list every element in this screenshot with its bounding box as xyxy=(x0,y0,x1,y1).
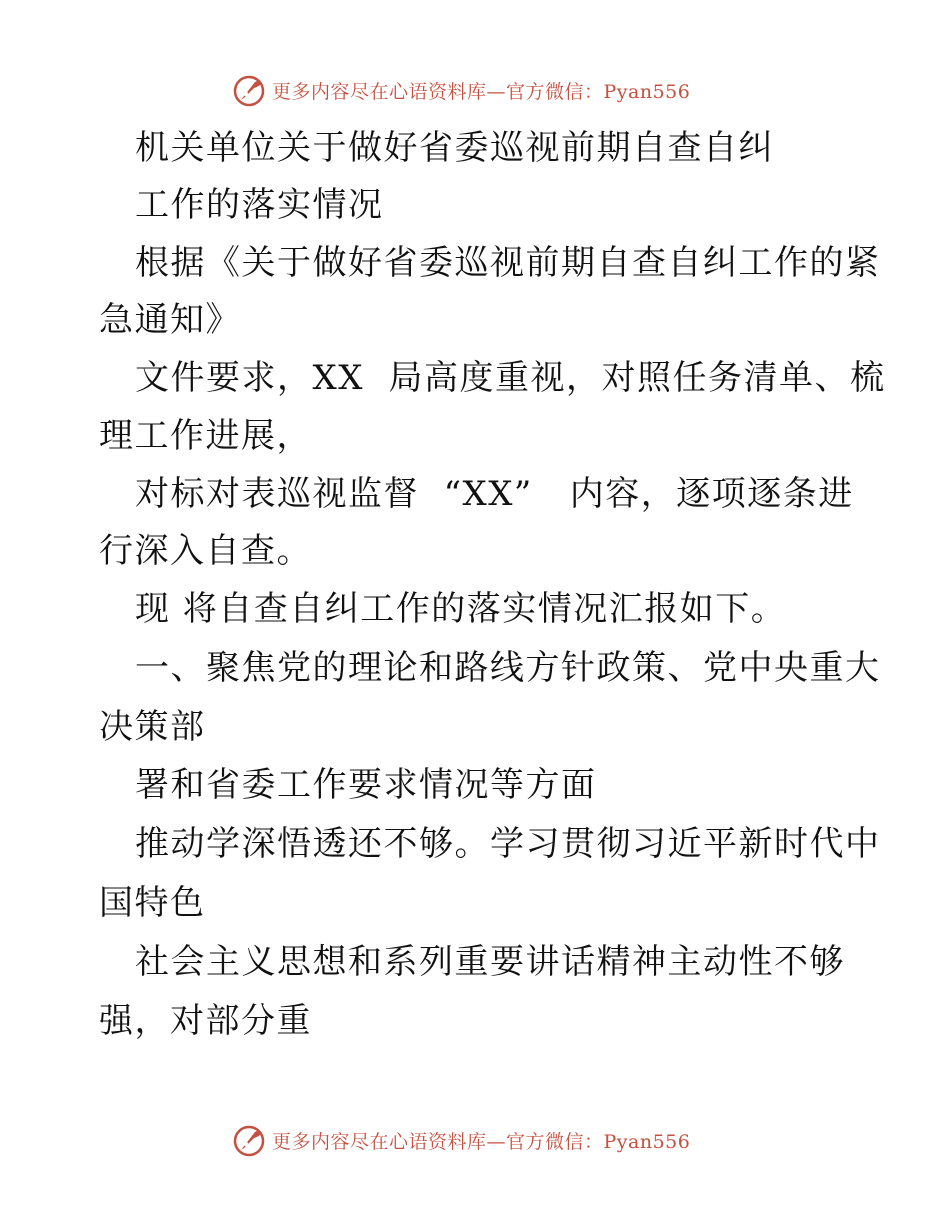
title-line-2: 工作的落实情况 xyxy=(135,185,384,225)
paragraph-line: 文件要求，XX 局高度重视，对照任务清单、梳 xyxy=(135,358,886,398)
paragraph-line: 社会主义思想和系列重要讲话精神主动性不够 xyxy=(135,942,845,982)
paragraph-line: 根据《关于做好省委巡视前期自查自纠工作的紧 xyxy=(135,243,881,283)
quill-logo-icon xyxy=(232,73,266,107)
paragraph-line: 现 将自查自纠工作的落实情况汇报如下。 xyxy=(135,589,787,629)
paragraph-line: 推动学深悟透还不够。学习贯彻习近平新时代中 xyxy=(135,824,881,864)
paragraph-line: 急通知》 xyxy=(99,300,241,340)
paragraph-line: 国特色 xyxy=(99,883,206,923)
paragraph-line: 强，对部分重 xyxy=(99,1001,312,1041)
title-line-1: 机关单位关于做好省委巡视前期自查自纠 xyxy=(135,128,774,168)
footer-watermark-banner xyxy=(232,1120,690,1160)
section-heading-line: 署和省委工作要求情况等方面 xyxy=(135,765,597,805)
footer-watermark-text: 更多内容尽在心语资料库—官方微信：Pyan556 xyxy=(272,1130,691,1153)
header-watermark-text: 更多内容尽在心语资料库—官方微信：Pyan556 xyxy=(272,80,691,103)
paragraph-line: 行深入自查。 xyxy=(99,531,312,571)
section-heading-line: 决策部 xyxy=(99,707,206,747)
header-watermark-banner xyxy=(232,70,690,110)
paragraph-line: 理工作进展， xyxy=(99,416,312,456)
quill-logo-icon xyxy=(232,1123,266,1157)
section-heading-line: 一、聚焦党的理论和路线方针政策、党中央重大 xyxy=(135,648,881,688)
paragraph-line: 对标对表巡视监督 “XX” 内容，逐项逐条进 xyxy=(135,474,854,514)
